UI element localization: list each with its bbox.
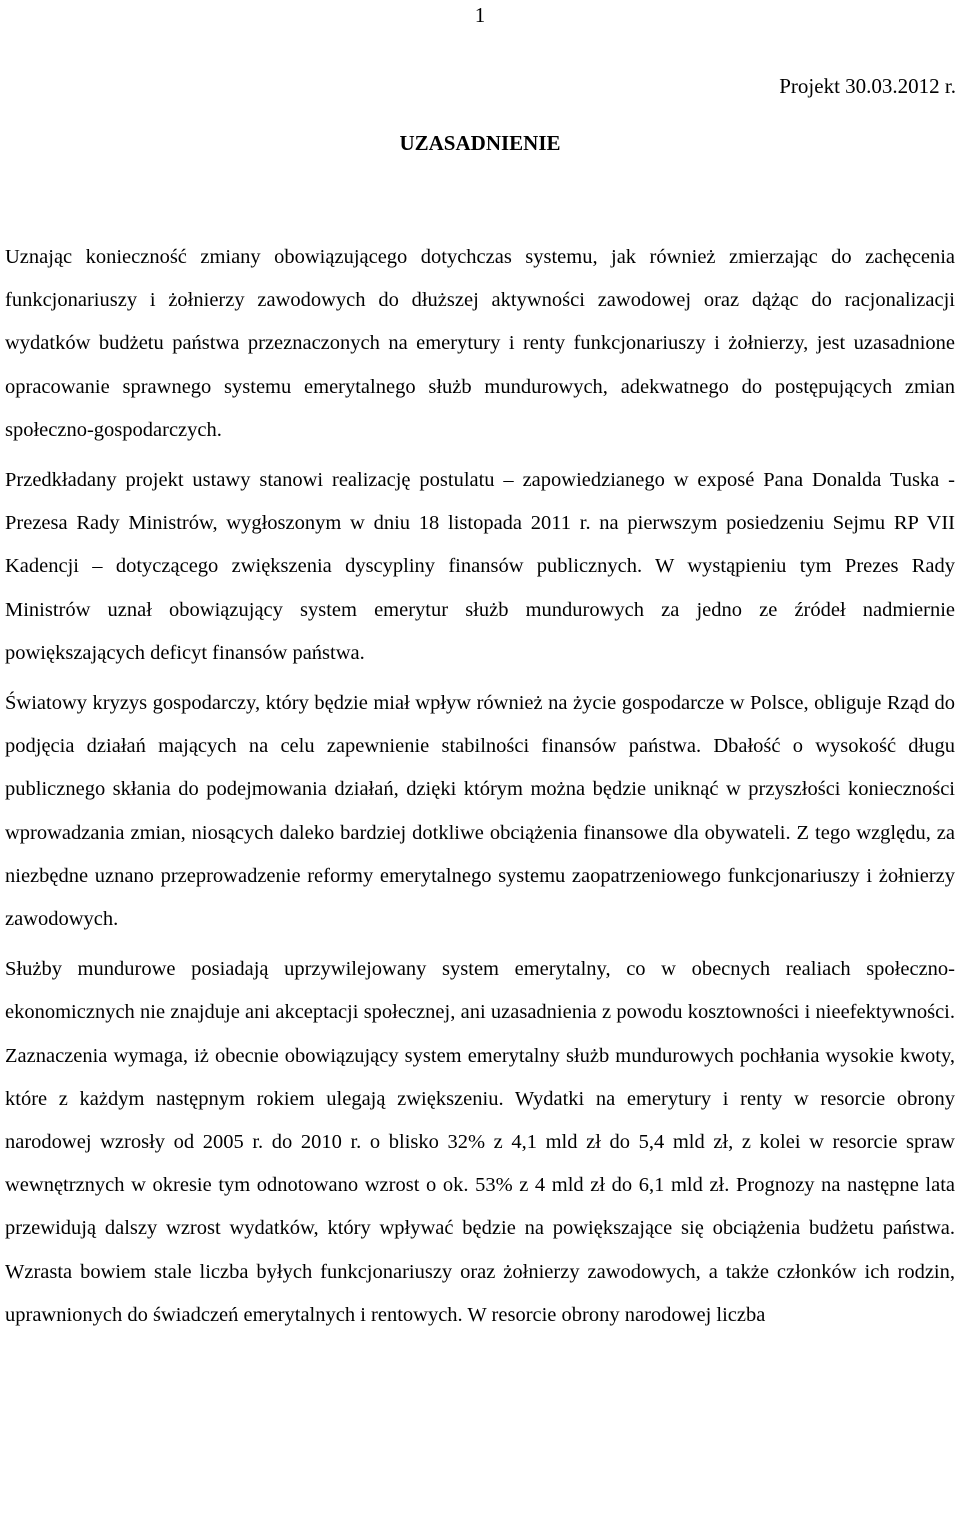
project-date: Projekt 30.03.2012 r. [779, 74, 956, 98]
paragraph-expose: Przedkładany projekt ustawy stanowi realizację postulatu – zapowiedzianego w exposé Pana Donalda Tuska - Prezesa Rady Ministrów, wygłoszonym w dniu 18 listopada 2011 r. na pierwszym posiedzeniu Sejmu RP VII Kadencji – dotyczącego zwiększenia dyscypliny finansów publicznych. W wystąpieniu tym Prezes Rady Ministrów uznał obowiązujący system emerytur służb mundurowych za jedno ze źródeł nadmiernie powiększających deficyt finansów państwa. [5, 469, 955, 664]
document-body [5, 236, 955, 1344]
page-number: 1 [474, 3, 486, 27]
paragraph-intro: Uznając konieczność zmiany obowiązującego dotychczas systemu, jak również zmierzając do zachęcenia funkcjonariuszy i żołnierzy zawodowych do dłuższej aktywności zawodowej oraz dążąc do racjonalizacji wydatków budżetu państwa przeznaczonych na emerytury i renty funkcjonariuszy i żołnierzy, jest uzasadnione opracowanie sprawnego systemu emerytalnego służb mundurowych, adekwatnego do postępujących zmian społeczno-gospodarczych. [5, 246, 955, 441]
paragraph-uniformed-services: Służby mundurowe posiadają uprzywilejowany system emerytalny, co w obecnych realiach społeczno-ekonomicznych nie znajduje ani akceptacji społecznej, ani uzasadnienia z powodu kosztowności i nieefektywności. Zaznaczenia wymaga, iż obecnie obowiązujący system emerytalny służb mundurowych pochłania wysokie kwoty, które z każdym następnym rokiem ulegają zwiększeniu. Wydatki na emerytury i renty w resorcie obrony narodowej wzrosły od 2005 r. do 2010 r. o blisko 32% z 4,1 mld zł do 5,4 mld zł, z kolei w resorcie spraw wewnętrznych w okresie tym odnotowano wzrost o ok. 53% z 4 mld zł do 6,1 mld zł. Prognozy na następne lata przewidują dalszy wzrost wydatków, który wpływać będzie na powiększające się obciążenia budżetu państwa. Wzrasta bowiem stale liczba byłych funkcjonariuszy oraz żołnierzy zawodowych, a także członków ich rodzin, uprawnionych do świadczeń emerytalnych i rentowych. W resorcie obrony narodowej liczba [5, 958, 955, 1326]
paragraph-crisis: Światowy kryzys gospodarczy, który będzie miał wpływ również na życie gospodarcze w Polsce, obliguje Rząd do podjęcia działań mających na celu zapewnienie stabilności finansów państwa. Dbałość o wysokość długu publicznego skłania do podejmowania działań, dzięki którym można będzie uniknąć w przyszłości konieczności wprowadzania zmian, niosących daleko bardziej dotkliwe obciążenia finansowe dla obywateli. Z tego względu, za niezbędne uznano przeprowadzenie reformy emerytalnego systemu zaopatrzeniowego funkcjonariuszy i żołnierzy zawodowych. [5, 692, 955, 931]
document-title: UZASADNIENIE [399, 131, 561, 155]
